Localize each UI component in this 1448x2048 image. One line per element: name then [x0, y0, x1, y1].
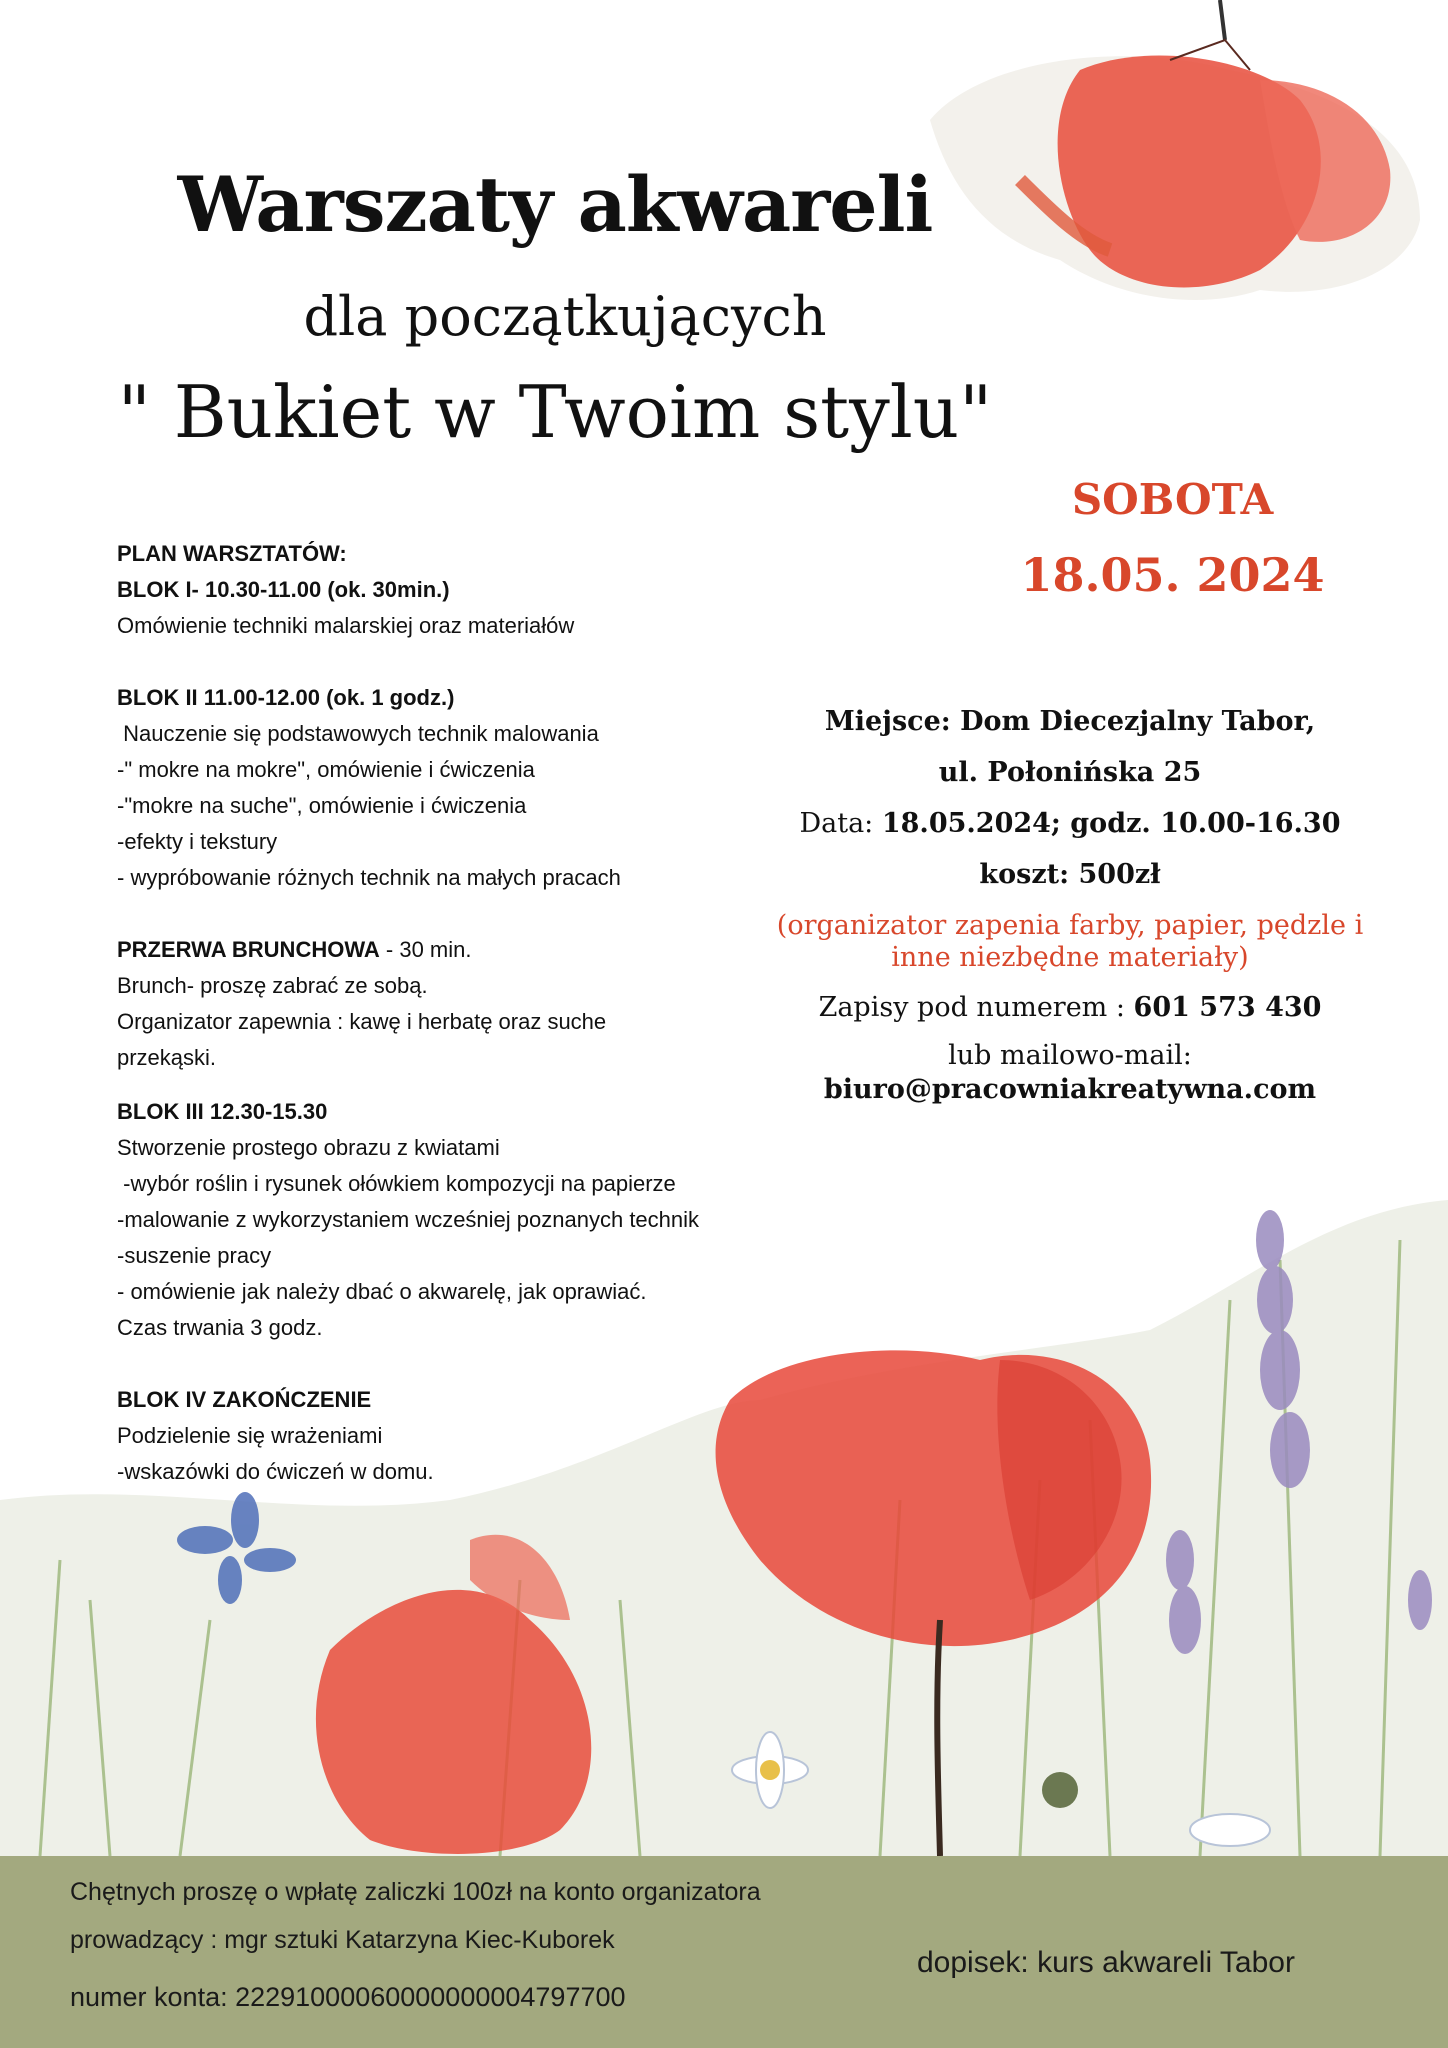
- transfer-note: dopisek: kurs akwareli Tabor: [917, 1946, 1295, 1979]
- break-title: PRZERWA BRUNCHOWA - 30 min.: [117, 937, 472, 962]
- workshop-motto: " Bukiet w Twoim stylu": [117, 370, 993, 454]
- event-place: Miejsce: Dom Diecezjalny Tabor,: [824, 706, 1316, 737]
- poppy-top-right: [930, 0, 1420, 300]
- plan-line: Brunch- proszę zabrać ze sobą.: [117, 973, 428, 998]
- page-subtitle: dla początkujących: [303, 285, 827, 348]
- plan-heading: PLAN WARSZTATÓW:: [117, 541, 347, 566]
- footer-bar: [0, 1856, 1448, 2048]
- plan-line: -suszenie pracy: [117, 1243, 272, 1268]
- block2-title: BLOK II 11.00-12.00 (ok. 1 godz.): [117, 685, 455, 710]
- event-day: SOBOTA: [1071, 475, 1274, 524]
- plan-line: -efekty i tekstury: [117, 829, 278, 854]
- page-title: Warszaty akwareli: [177, 160, 933, 249]
- plan-line: Organizator zapewnia : kawę i herbatę oraz suche: [117, 1009, 607, 1034]
- contact-email[interactable]: biuro@pracowniakreatywna.com: [823, 1074, 1317, 1105]
- teacher-info: prowadzący : mgr sztuki Katarzyna Kiec-Kuborek: [70, 1926, 615, 1954]
- plan-line: przekąski.: [117, 1045, 217, 1070]
- block3-title: BLOK III 12.30-15.30: [117, 1099, 328, 1124]
- plan-line: Stworzenie prostego obrazu z kwiatami: [117, 1135, 500, 1160]
- workshop-plan: [117, 536, 777, 1490]
- plan-line: -"mokre na suche", omówienie i ćwiczenia: [117, 793, 527, 818]
- block1-title: BLOK I- 10.30-11.00 (ok. 30min.): [117, 577, 450, 602]
- organizer-note: (organizator zapenia farby, papier, pędzle i inne niezbędne materiały): [776, 910, 1364, 973]
- event-date-time: Data: 18.05.2024; godz. 10.00-16.30: [799, 808, 1341, 839]
- plan-line: -wskazówki do ćwiczeń w domu.: [117, 1459, 434, 1484]
- plan-line: Podzielenie się wrażeniami: [117, 1423, 383, 1448]
- deposit-info: Chętnych proszę o wpłatę zaliczki 100zł na konto organizatora: [70, 1878, 761, 1906]
- break-duration: - 30 min.: [379, 937, 472, 962]
- plan-line: Czas trwania 3 godz.: [117, 1315, 323, 1340]
- plan-line: Nauczenie się podstawowych technik malowania: [117, 721, 599, 746]
- event-street: ul. Połonińska 25: [938, 757, 1202, 788]
- plan-line: -" mokre na mokre", omówienie i ćwiczenia: [117, 757, 535, 782]
- plan-line: -wybór roślin i rysunek ołówkiem kompozycji na papierze: [117, 1171, 676, 1196]
- event-date: 18.05. 2024: [1020, 548, 1325, 602]
- plan-line: Omówienie techniki malarskiej oraz materiałów: [117, 613, 575, 638]
- plan-line: -malowanie z wykorzystaniem wcześniej poznanych technik: [117, 1207, 700, 1232]
- block4-title: BLOK IV ZAKOŃCZENIE: [117, 1387, 372, 1412]
- signup-phone: Zapisy pod numerem : 601 573 430: [818, 992, 1322, 1023]
- mail-label: lub mailowo-mail:: [948, 1040, 1192, 1071]
- plan-line: - omówienie jak należy dbać o akwarelę, jak oprawiać.: [117, 1279, 647, 1304]
- plan-line: - wypróbowanie różnych technik na małych pracach: [117, 865, 621, 890]
- event-cost: koszt: 500zł: [979, 859, 1161, 890]
- event-info: [755, 696, 1385, 1107]
- account-number: numer konta: 22291000060000000004797700: [70, 1982, 626, 2012]
